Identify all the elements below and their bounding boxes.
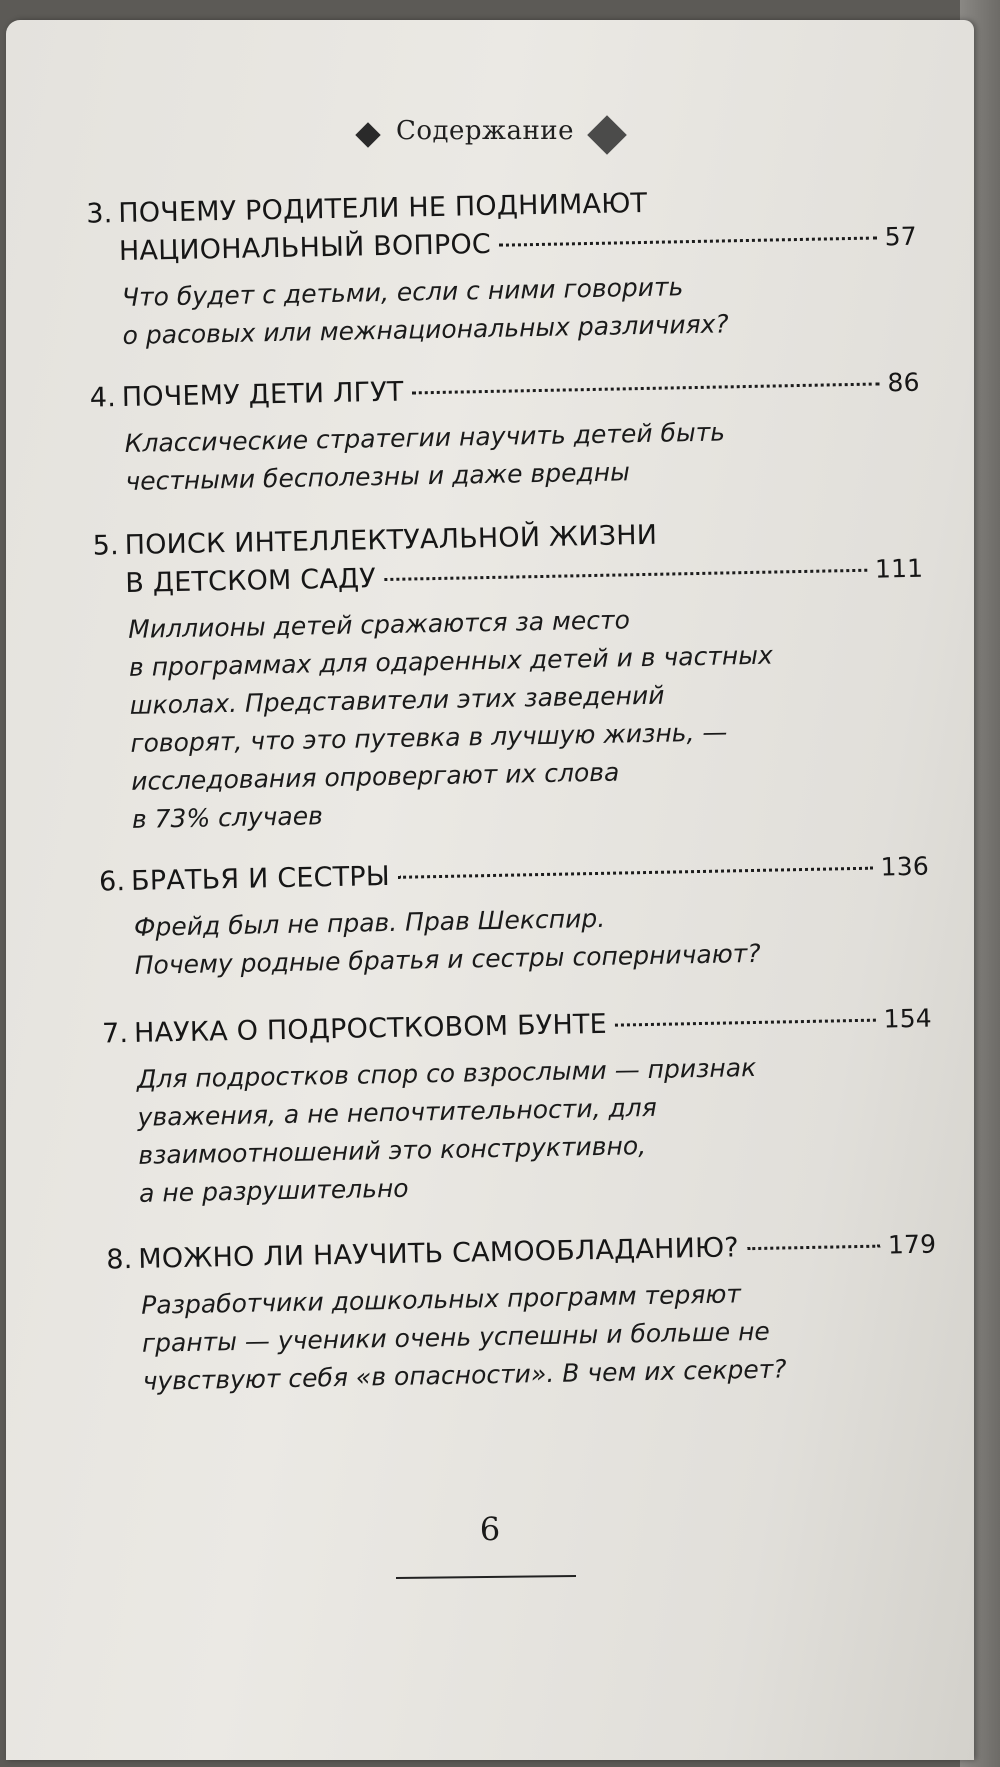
toc-entry-title-text: ПОИСК ИНТЕЛЛЕКТУАЛЬНОЙ ЖИЗНИ bbox=[124, 519, 658, 561]
dot-leader bbox=[499, 236, 877, 246]
toc-entry-title-text: В ДЕТСКОМ САДУ bbox=[125, 563, 377, 599]
book-page bbox=[6, 20, 974, 1760]
toc-entry-description: Разработчики дошкольных программ теряют гранты — ученики очень успешны и больше не чувствуют себя «в опасности». В чем их секрет? bbox=[140, 1279, 787, 1396]
dot-leader bbox=[747, 1245, 880, 1251]
toc-entry-number: 5. bbox=[92, 530, 120, 562]
toc-entry-6 bbox=[99, 848, 931, 986]
dot-leader bbox=[615, 1019, 876, 1027]
toc-entry-number: 8. bbox=[106, 1243, 133, 1276]
toc-entry-number: 6. bbox=[98, 866, 126, 898]
toc-entry-number: 4. bbox=[89, 382, 117, 414]
dot-leader bbox=[412, 382, 880, 394]
toc-entry-description: Что будет с детьми, если с ними говорить о расовых или межнациональных различиях? bbox=[121, 272, 729, 350]
dot-leader bbox=[384, 569, 867, 581]
toc-entry-page: 154 bbox=[883, 1003, 933, 1034]
toc-entry-description: Для подростков спор со взрослыми — признак уважения, а не непочтительности, для взаимоотношений это конструктивно, а не разрушительно bbox=[136, 1052, 757, 1208]
toc-entry-page: 86 bbox=[887, 367, 920, 398]
toc-entry-description: Классические стратегии научить детей быть честными бесполезны и даже вредны bbox=[124, 417, 726, 496]
toc-entry-7 bbox=[102, 1000, 936, 1214]
toc-entry-page: 179 bbox=[887, 1229, 937, 1260]
toc-entry-title-text: НАЦИОНАЛЬНЫЙ ВОПРОС bbox=[118, 228, 492, 268]
dot-leader bbox=[398, 867, 873, 879]
toc-entry-4 bbox=[89, 364, 921, 502]
table-of-contents bbox=[6, 20, 974, 1760]
toc-entry-title-text: ПОЧЕМУ ДЕТИ ЛГУТ bbox=[121, 376, 404, 414]
page-number: 6 bbox=[479, 1509, 501, 1549]
toc-entry-number: 7. bbox=[101, 1018, 129, 1050]
toc-entry-page: 111 bbox=[874, 553, 924, 584]
toc-entry-title-text: НАУКА О ПОДРОСТКОВОМ БУНТЕ bbox=[133, 1008, 608, 1049]
toc-entry-3 bbox=[86, 180, 919, 356]
toc-entry-page: 136 bbox=[880, 851, 930, 882]
toc-entry-5 bbox=[92, 512, 928, 840]
toc-entry-page: 57 bbox=[884, 221, 918, 252]
toc-entry-description: Фрейд был не прав. Прав Шекспир. Почему родные братья и сестры соперничают? bbox=[133, 903, 761, 980]
toc-entry-8 bbox=[106, 1226, 939, 1402]
toc-entry-description: Миллионы детей сражаются за место в программах для одаренных детей и в частных школах. Представители этих заведений говорят, что это путевка в лучшую жизнь, — исследования опровергают их слова в 73% случаев bbox=[127, 605, 773, 834]
toc-entry-title-text: БРАТЬЯ И СЕСТРЫ bbox=[130, 860, 391, 897]
toc-entry-title-text: МОЖНО ЛИ НАУЧИТЬ САМООБЛАДАНИЮ? bbox=[138, 1232, 740, 1275]
toc-entry-title-text: ПОЧЕМУ РОДИТЕЛИ НЕ ПОДНИМАЮТ bbox=[117, 187, 648, 230]
toc-entry-number: 3. bbox=[85, 198, 113, 230]
page-header-title: Содержание bbox=[395, 116, 575, 146]
